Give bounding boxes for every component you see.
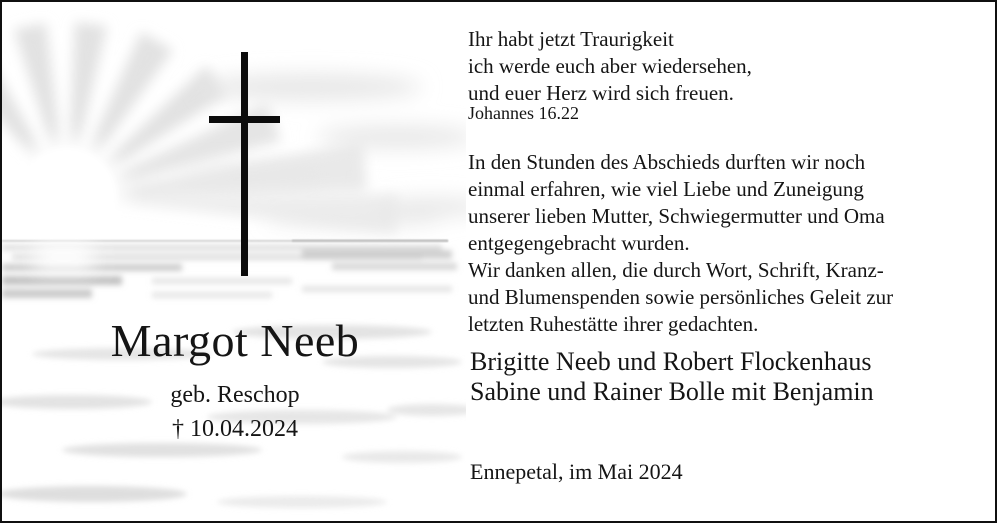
cross-vertical-bar <box>241 52 248 276</box>
verse-line: Ihr habt jetzt Traurigkeit <box>468 27 674 51</box>
mourner-line: Sabine und Rainer Bolle mit Benjamin <box>470 377 874 406</box>
mourners-names <box>470 347 874 407</box>
cross-horizontal-bar <box>209 116 280 123</box>
sun-reflection <box>35 242 93 272</box>
message-line: entgegengebracht wurden. <box>468 231 690 255</box>
sunrise-over-water-artwork <box>2 2 466 521</box>
maiden-name: geb. Reschop <box>170 382 300 408</box>
message-line: letzten Ruhestätte ihrer gedachten. <box>468 312 759 336</box>
verse-line: ich werde euch aber wiedersehen, <box>468 54 752 78</box>
message-line: unserer lieben Mutter, Schwiegermutter und Oma <box>468 204 885 228</box>
bible-verse <box>468 26 752 107</box>
sun <box>9 139 125 255</box>
mourner-line: Brigitte Neeb und Robert Flockenhaus <box>470 347 872 376</box>
verse-reference: Johannes 16.22 <box>468 103 579 123</box>
water-texture <box>2 245 466 508</box>
message-line: einmal erfahren, wie viel Liebe und Zuneigung <box>468 177 864 201</box>
message-line: Wir danken allen, die durch Wort, Schrift, Kranz- <box>468 258 884 282</box>
death-date: † 10.04.2024 <box>172 416 298 442</box>
message-line: In den Stunden des Abschieds durften wir noch <box>468 150 866 174</box>
deceased-name: Margot Neeb <box>110 315 360 366</box>
verse-line: und euer Herz wird sich freuen. <box>468 81 734 105</box>
thank-you-message <box>468 149 893 338</box>
place-and-date: Ennepetal, im Mai 2024 <box>470 459 683 484</box>
message-line: und Blumenspenden sowie persönliches Geleit zur <box>468 285 894 309</box>
